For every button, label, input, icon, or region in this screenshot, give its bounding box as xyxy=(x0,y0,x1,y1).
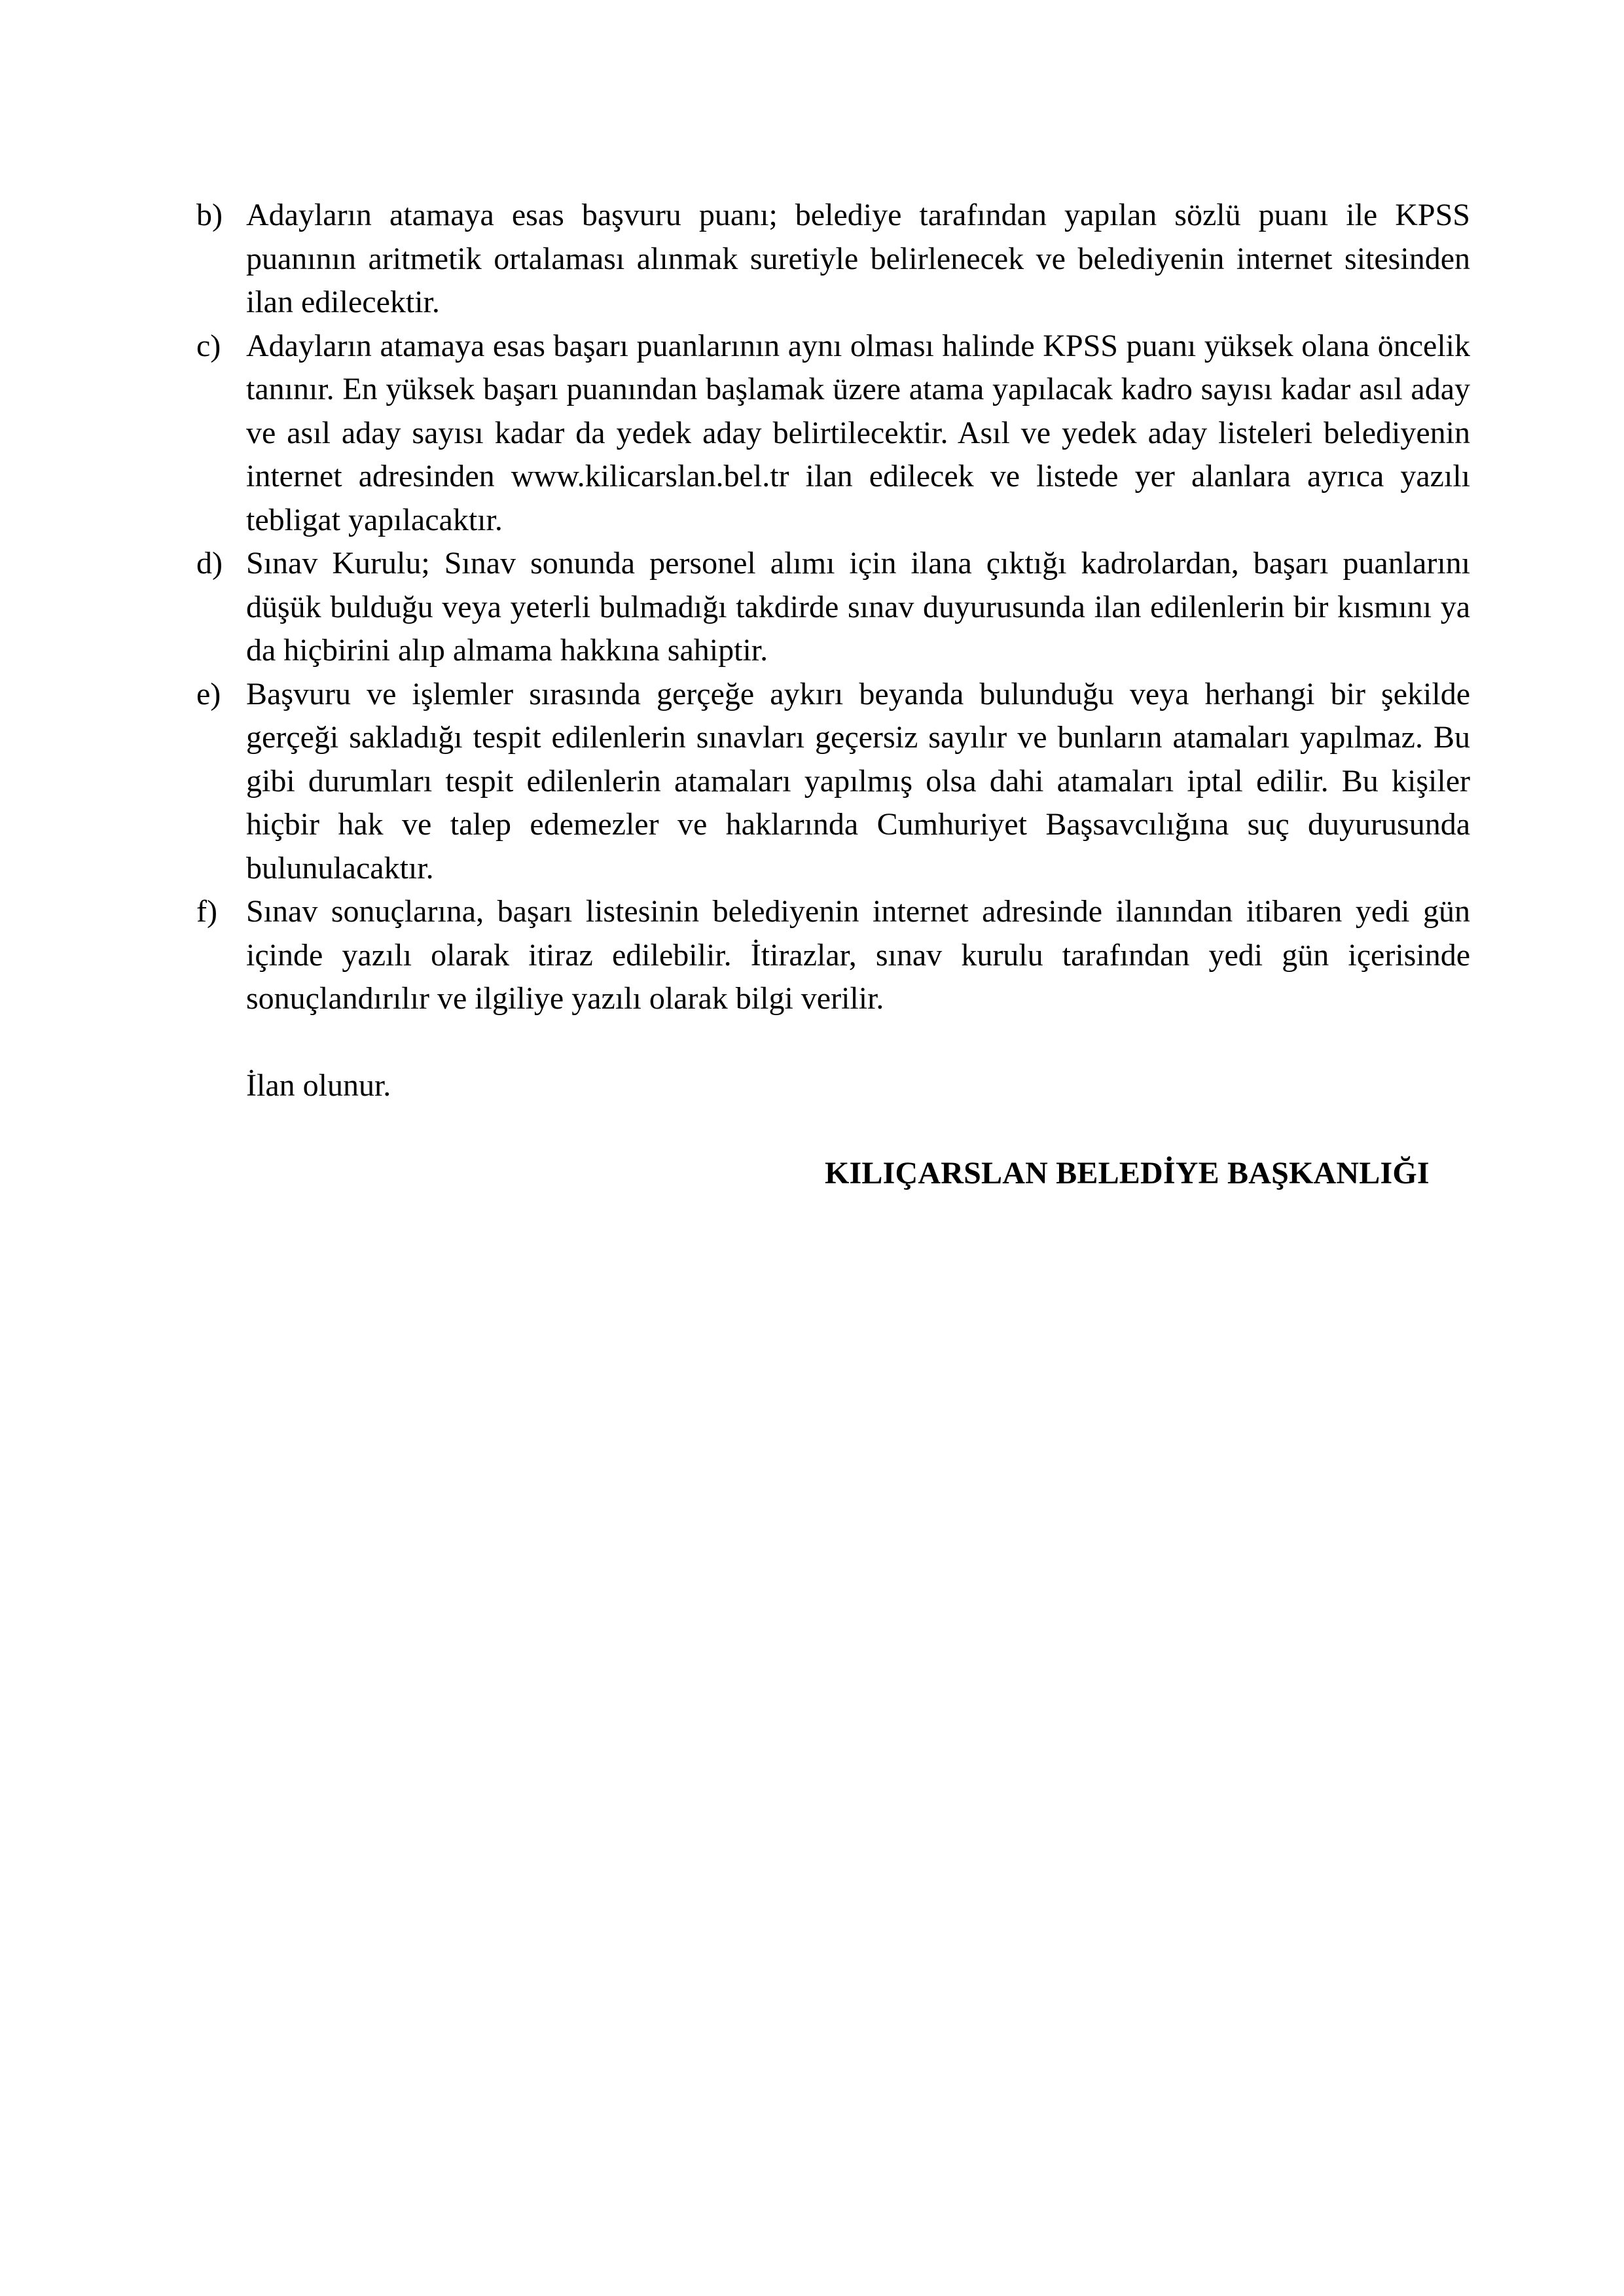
list-item-d xyxy=(196,542,1470,673)
list-marker: b) xyxy=(196,198,223,232)
list-item-e xyxy=(196,673,1470,891)
list-item-text: Adayların atamaya esas başarı puanlarının aynı olması halinde KPSS puanı yüksek olana öncelik tanınır. En yüksek başarı puanından başlamak üzere atama yapılacak kadro sayısı kadar asıl aday ve asıl aday sayısı kadar da yedek aday belirtilecektir. Asıl ve yedek aday listeleri belediyenin internet adresinden www.kilicarslan.bel.tr ilan edilecek ve listede yer alanlara ayrıca yazılı tebligat yapılacaktır. xyxy=(246,328,1470,537)
list-item-f xyxy=(196,890,1470,1021)
list-item-text: Sınav sonuçlarına, başarı listesinin belediyenin internet adresinde ilanından itibaren yedi gün içinde yazılı olarak itiraz edilebilir. İtirazlar, sınav kurulu tarafından yedi gün içerisinde sonuçlandırılır ve ilgiliye yazılı olarak bilgi verilir. xyxy=(246,894,1470,1016)
list-item-c xyxy=(196,325,1470,543)
list-item-text: Başvuru ve işlemler sırasında gerçeğe aykırı beyanda bulunduğu veya herhangi bir şekilde gerçeği sakladığı tespit edilenlerin sınavları geçersiz sayılır ve bunların atamaları yapılmaz. Bu gibi durumları tespit edilenlerin atamaları yapılmış olsa dahi atamaları iptal edilir. Bu kişiler hiçbir hak ve talep edemezler ve haklarında Cumhuriyet Başsavcılığına suç duyurusunda bulunulacaktır. xyxy=(246,676,1470,886)
list-marker: f) xyxy=(196,894,217,929)
signature-block: KILIÇARSLAN BELEDİYE BAŞKANLIĞI xyxy=(825,1156,1430,1191)
closing-statement: İlan olunur. xyxy=(246,1067,391,1103)
list-item-b xyxy=(196,194,1470,325)
document-body xyxy=(196,194,1470,1196)
list-item-text: Adayların atamaya esas başvuru puanı; belediye tarafından yapılan sözlü puanı ile KPSS puanının aritmetik ortalaması alınmak suretiyle belirlenecek ve belediyenin internet sitesinden ilan edilecektir. xyxy=(246,198,1470,319)
list-marker: c) xyxy=(196,328,221,363)
list-marker: e) xyxy=(196,676,221,711)
list-marker: d) xyxy=(196,546,223,581)
list-item-text: Sınav Kurulu; Sınav sonunda personel alımı için ilana çıktığı kadrolardan, başarı puanlarını düşük bulduğu veya yeterli bulmadığı takdirde sınav duyurusunda ilan edilenlerin bir kısmını ya da hiçbirini alıp almama hakkına sahiptir. xyxy=(246,546,1470,668)
